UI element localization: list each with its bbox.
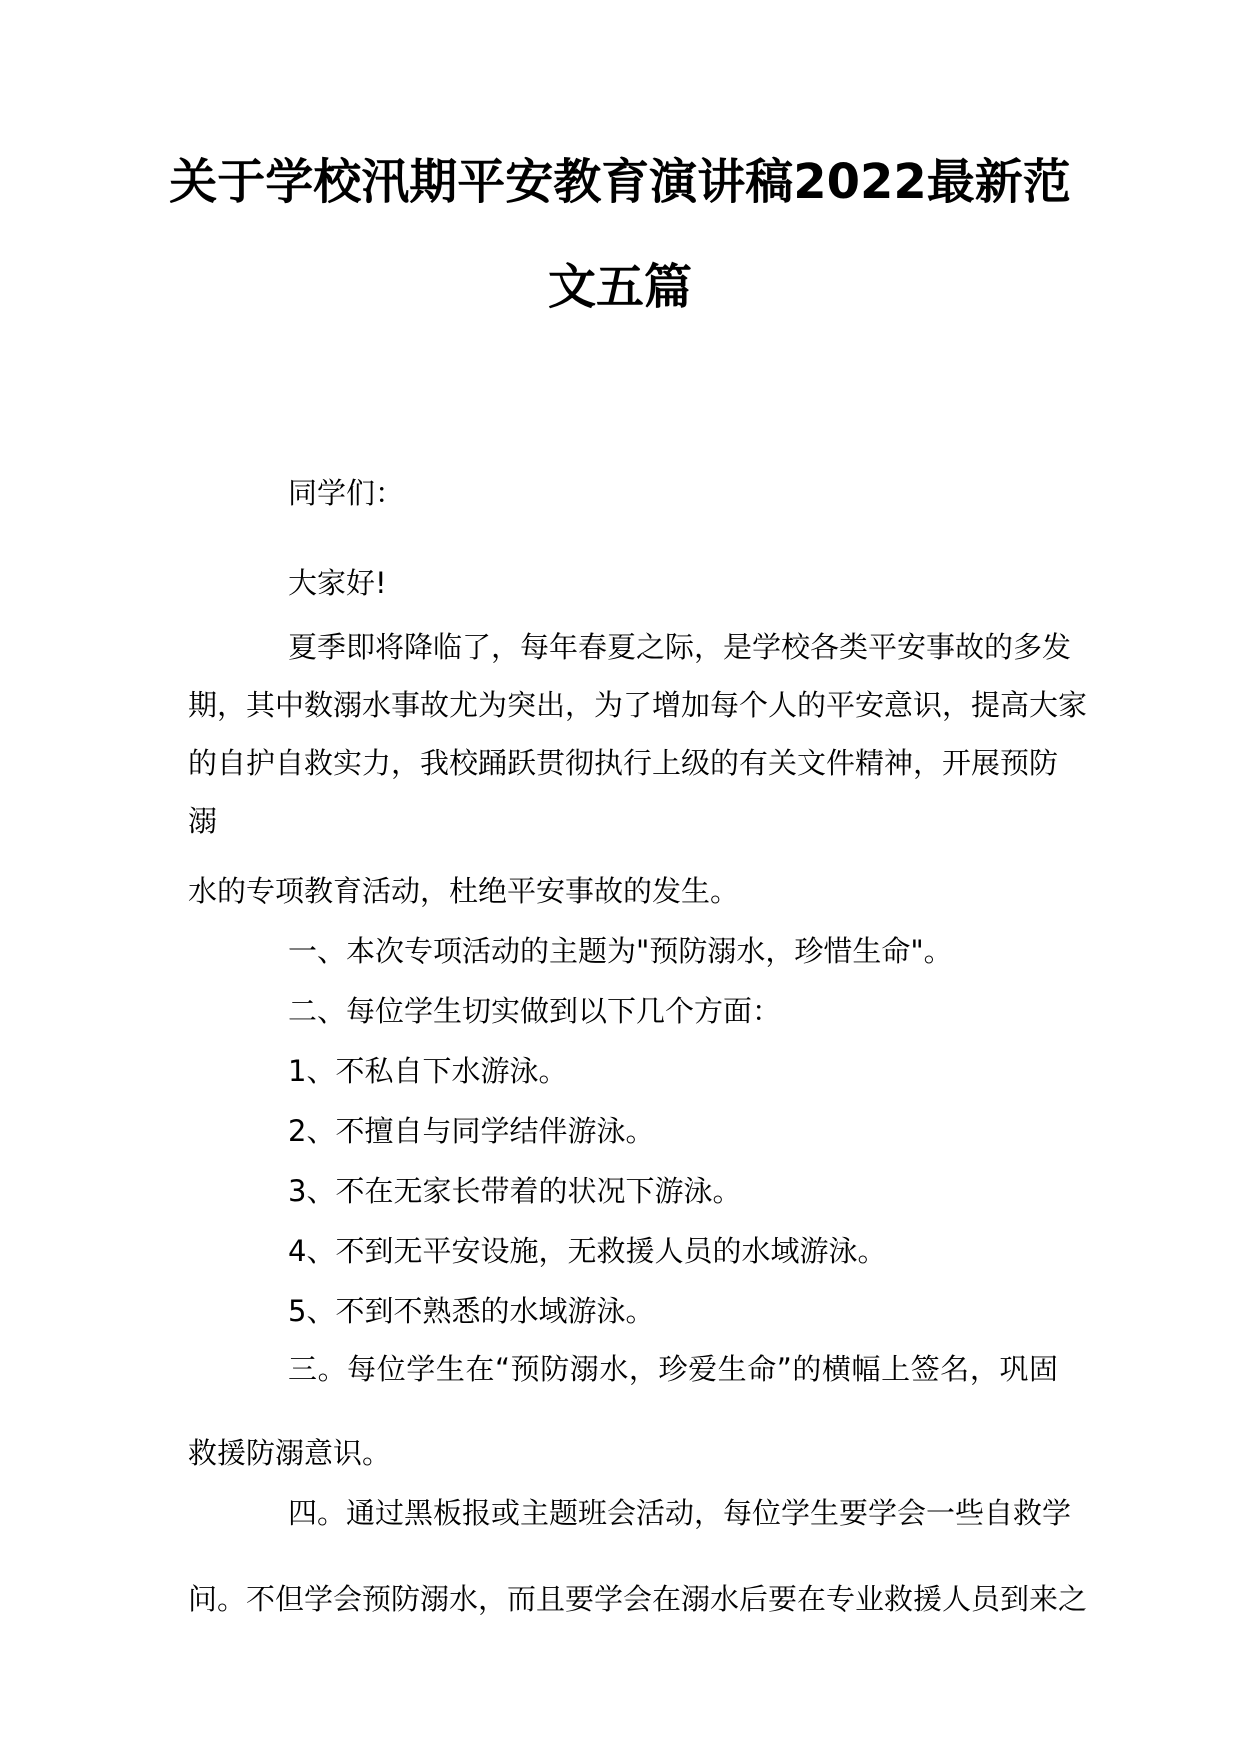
paragraph-line: 溺 xyxy=(188,804,218,838)
paragraph-line: 夏季即将降临了，每年春夏之际，是学校各类平安事故的多发 xyxy=(288,630,1072,664)
document-title-line-1: 关于学校汛期平安教育演讲稿2022最新范 xyxy=(169,154,1071,210)
list-item: 3、不在无家长带着的状况下游泳。 xyxy=(288,1174,742,1208)
list-item: 二、每位学生切实做到以下几个方面： xyxy=(288,994,782,1028)
list-item: 2、不擅自与同学结伴游泳。 xyxy=(288,1114,655,1148)
list-item: 1、不私自下水游泳。 xyxy=(288,1054,568,1088)
salutation: 同学们： xyxy=(288,476,405,510)
paragraph-line: 期，其中数溺水事故尤为突出，为了增加每个人的平安意识，提高大家 xyxy=(188,688,1088,722)
paragraph-line: 三。每位学生在“预防溺水，珍爱生命”的横幅上签名，巩固 xyxy=(288,1352,1058,1386)
list-item: 4、不到无平安设施，无救援人员的水域游泳。 xyxy=(288,1234,887,1268)
paragraph-line: 的自护自救实力，我校踊跃贯彻执行上级的有关文件精神，开展预防 xyxy=(188,746,1059,780)
paragraph-line: 水的专项教育活动，杜绝平安事故的发生。 xyxy=(188,874,740,908)
greeting: 大家好! xyxy=(288,566,387,600)
paragraph-line: 救援防溺意识。 xyxy=(188,1436,392,1470)
document-title-line-2: 文五篇 xyxy=(547,259,692,315)
list-item: 一、本次专项活动的主题为"预防溺水，珍惜生命"。 xyxy=(288,934,953,968)
paragraph-line: 四。通过黑板报或主题班会活动，每位学生要学会一些自救学 xyxy=(288,1496,1072,1530)
list-item: 5、不到不熟悉的水域游泳。 xyxy=(288,1294,655,1328)
paragraph-line: 问。不但学会预防溺水，而且要学会在溺水后要在专业救援人员到来之 xyxy=(188,1582,1088,1616)
